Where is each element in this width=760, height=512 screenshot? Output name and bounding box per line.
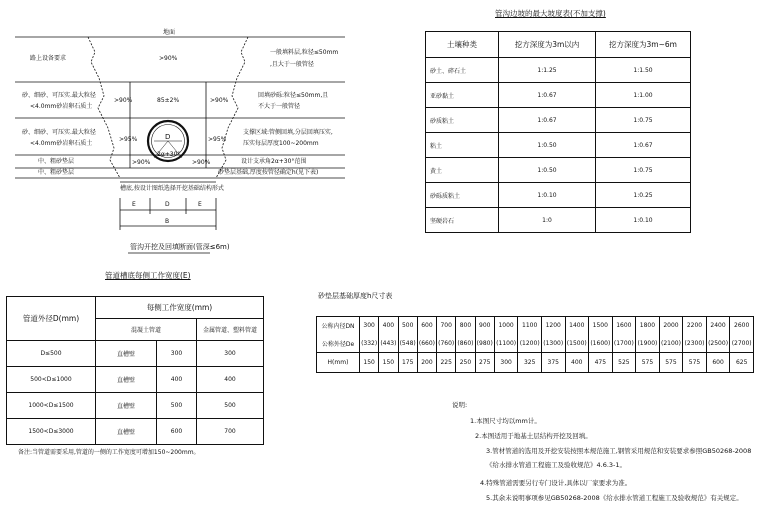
layer3-side-right: >95% [208,136,227,143]
sand-cell-de: (1700) [612,335,636,353]
slope-row [426,158,691,183]
sand-cell-h: 575 [683,353,707,373]
slope-cell-value: 1:0.75 [596,108,691,133]
fill-top-left: 路上设备要求 [30,55,67,62]
note-2: 2.本图适用于地基土层结构开挖及回填。 [475,432,592,440]
width-cell-range: D≤500 [7,341,96,367]
slope-cell-value: 1:0.50 [499,133,596,158]
layer2-right-2: 不大于一般管径 [258,103,301,110]
width-cell-metal: 500 [197,393,264,419]
layer3-left-2: <4.0mm砂岩卵石质土 [30,140,93,147]
width-cell-wall: 直槽壁 [96,419,157,445]
note-1: 1.本图尺寸均以mm计。 [470,417,541,425]
sand-cell-de: (1300) [541,335,565,353]
width-subheader-concrete: 混凝土管道 [96,319,197,341]
layer3-right-2: 压实每层厚度100~200mm [243,140,319,147]
layer3-right-1: 支撑区域:管侧回填,分层回填压实, [243,129,333,136]
sand-cell-dn: 1100 [518,317,542,335]
slope-header-6m: 挖方深度为3m~6m [596,32,691,58]
note-3: 3.管材管道的选用及开挖安装按照本规范施工,钢管采用规范和安装要求参照GB50268-2008 [486,447,752,455]
sand-cell-dn: 2000 [659,317,683,335]
slope-cell-value: 1:0.10 [499,183,596,208]
sand-cell-h: 175 [398,353,417,373]
layer5-left: 中、粗砂垫层 [38,169,75,176]
layer3-side-left: >95% [119,136,138,143]
sand-cell-de: (2500) [706,335,730,353]
dim-b: B [165,218,170,225]
slope-table [425,31,691,233]
slope-row [426,208,691,233]
note-5: 5.其余未说明事项参见GB50268-2008《给水排水管道工程施工及验收规范》有关规定。 [486,494,743,502]
sand-cell-dn: 400 [379,317,398,335]
layer3-left-1: 砂、细砂、可压实.最大粒径 [22,129,96,136]
fill-top-right-1: 一般填料层,粒径≤50mm [270,49,339,56]
sand-cell-h: 600 [706,353,730,373]
sand-label-dn: 公称内径DN [317,317,360,335]
pipe-angle-label: 2α+30° [157,151,181,158]
width-cell-range: 1000<D≤1500 [7,393,96,419]
sand-cell-dn: 1400 [565,317,589,335]
width-cell-wall: 直槽壁 [96,341,157,367]
width-cell-metal: 300 [197,341,264,367]
width-cell-range: 1500<D≤3000 [7,419,96,445]
slope-cell-value: 1:0.25 [596,183,691,208]
width-table-title: 管道槽底每侧工作宽度(E) [105,271,191,280]
pipe-diameter-label: D [165,133,171,141]
slope-header-soil: 土壤种类 [426,32,499,58]
notes-heading: 说明: [452,401,468,409]
slope-cell-value: 1:1.50 [596,58,691,83]
width-cell-wall: 直槽壁 [96,393,157,419]
sand-label-h: H(mm) [317,353,360,373]
sand-cell-h: 300 [494,353,518,373]
sand-cell-h: 375 [541,353,565,373]
sand-cell-dn: 1000 [494,317,518,335]
width-cell-metal: 400 [197,367,264,393]
slope-row [426,108,691,133]
note-3-cont: 《给水排水管道工程施工及验收规范》4.6.3-1。 [486,461,627,469]
sand-cell-de: (2100) [659,335,683,353]
layer4-left: 中、粗砂垫层 [38,158,75,165]
sand-cell-h: 575 [636,353,660,373]
slope-header-3m: 挖方深度为3m以内 [499,32,596,58]
layer2-left-2: <4.0mm砂岩卵石质土 [30,103,93,110]
width-cell-concrete: 400 [157,367,197,393]
layer4-right: 设计支承角2α+30°范围 [241,158,307,165]
slope-table-title: 管沟边坡的最大坡度表(不加支撑) [495,9,606,18]
diagram-caption: 管沟开挖及回填断面(管深≤6m) [130,243,230,251]
sand-table [316,316,754,373]
width-cell-concrete: 300 [157,341,197,367]
width-row [7,393,264,419]
sand-cell-h: 200 [417,353,436,373]
sand-cell-dn: 2400 [706,317,730,335]
width-cell-concrete: 600 [157,419,197,445]
slope-cell-value: 1:1.00 [596,83,691,108]
slope-cell-soil: 亚砂黏土 [426,83,499,108]
width-table-note: 备注:当管道需要采用,管道的一侧的工作宽度可增加150~200mm。 [18,449,200,456]
width-cell-range: 500<D≤1000 [7,367,96,393]
slope-cell-value: 1:1.25 [499,58,596,83]
sand-cell-de: (980) [475,335,494,353]
slope-cell-value: 1:0 [499,208,596,233]
sand-table-title: 砂垫层基础厚度h尺寸表 [318,292,393,300]
trench-bottom-note: 槽底,按设计图纸选择开挖基础结构形式 [120,185,224,192]
width-table [6,296,264,445]
sand-cell-de: (1200) [518,335,542,353]
sand-cell-dn: 500 [398,317,417,335]
note-4: 4.特殊管道需要另行专门设计,具体以厂家要求为准。 [480,479,632,487]
sand-cell-dn: 800 [456,317,475,335]
sand-cell-h: 575 [659,353,683,373]
sand-cell-dn: 1200 [541,317,565,335]
layer4-side-left: >90% [132,159,151,166]
slope-cell-value: 1:0.67 [499,108,596,133]
slope-cell-soil: 砂质粘土 [426,108,499,133]
sand-cell-de: (1600) [589,335,613,353]
sand-cell-de: (860) [456,335,475,353]
sand-cell-h: 475 [589,353,613,373]
slope-cell-value: 1:0.67 [499,83,596,108]
dim-e-right: E [198,201,202,208]
dim-d: D [165,201,170,208]
slope-cell-soil: 砂砾质粘土 [426,183,499,208]
sand-cell-dn: 1800 [636,317,660,335]
slope-cell-soil: 坚硬岩石 [426,208,499,233]
sand-cell-de: (548) [398,335,417,353]
width-header-width: 每侧工作宽度(mm) [96,297,264,319]
dim-e-left: E [132,201,136,208]
sand-cell-h: 150 [360,353,379,373]
layer2-side-left: >90% [114,97,133,104]
sand-cell-dn: 300 [360,317,379,335]
width-subheader-metal: 金属管道、塑料管道 [197,319,264,341]
sand-cell-h: 625 [730,353,754,373]
slope-cell-value: 1:0.50 [499,158,596,183]
sand-cell-de: (1100) [494,335,518,353]
width-row [7,341,264,367]
sand-cell-dn: 1600 [612,317,636,335]
sand-cell-h: 250 [456,353,475,373]
sand-cell-h: 150 [379,353,398,373]
sand-label-de: 公称外径De [317,335,360,353]
sand-cell-de: (760) [437,335,456,353]
slope-row [426,83,691,108]
fill-top-right-2: ,且大于一般管径 [270,61,314,68]
width-cell-wall: 直槽壁 [96,367,157,393]
sand-cell-h: 400 [565,353,589,373]
slope-cell-soil: 黄土 [426,158,499,183]
sand-cell-de: (2700) [730,335,754,353]
sand-cell-de: (660) [417,335,436,353]
slope-cell-value: 1:0.75 [596,158,691,183]
sand-cell-h: 275 [475,353,494,373]
sand-cell-de: (443) [379,335,398,353]
sand-cell-h: 325 [518,353,542,373]
sand-cell-h: 225 [437,353,456,373]
slope-cell-value: 1:0.10 [596,208,691,233]
slope-cell-soil: 粘土 [426,133,499,158]
slope-cell-soil: 砂土、碎石土 [426,58,499,83]
sand-cell-de: (332) [360,335,379,353]
slope-row [426,183,691,208]
sand-cell-de: (1900) [636,335,660,353]
sand-cell-h: 525 [612,353,636,373]
width-row [7,367,264,393]
slope-row [426,133,691,158]
sand-cell-dn: 700 [437,317,456,335]
layer2-side-right: >90% [210,97,229,104]
ground-label: 地面 [163,29,176,36]
fill-top-center: >90% [159,55,178,62]
sand-cell-de: (2300) [683,335,707,353]
width-cell-metal: 700 [197,419,264,445]
width-row [7,419,264,445]
layer2-right-1: 回填砂砾:粒径≤50mm,且 [258,92,329,99]
width-cell-concrete: 500 [157,393,197,419]
layer5-right: 砂垫层基础,厚度按管径确定h(见下表) [218,169,319,176]
sand-cell-dn: 600 [417,317,436,335]
sand-cell-dn: 1500 [589,317,613,335]
sand-cell-dn: 2200 [683,317,707,335]
layer2-center: 85±2% [157,97,180,104]
sand-cell-dn: 900 [475,317,494,335]
width-header-pipe: 管道外径D(mm) [7,297,96,341]
slope-row [426,58,691,83]
layer2-left-1: 砂、细砂、可压实.最大粒径 [22,92,96,99]
slope-cell-value: 1:0.67 [596,133,691,158]
layer4-side-right: >90% [192,159,211,166]
sand-cell-dn: 2600 [730,317,754,335]
sand-cell-de: (1500) [565,335,589,353]
